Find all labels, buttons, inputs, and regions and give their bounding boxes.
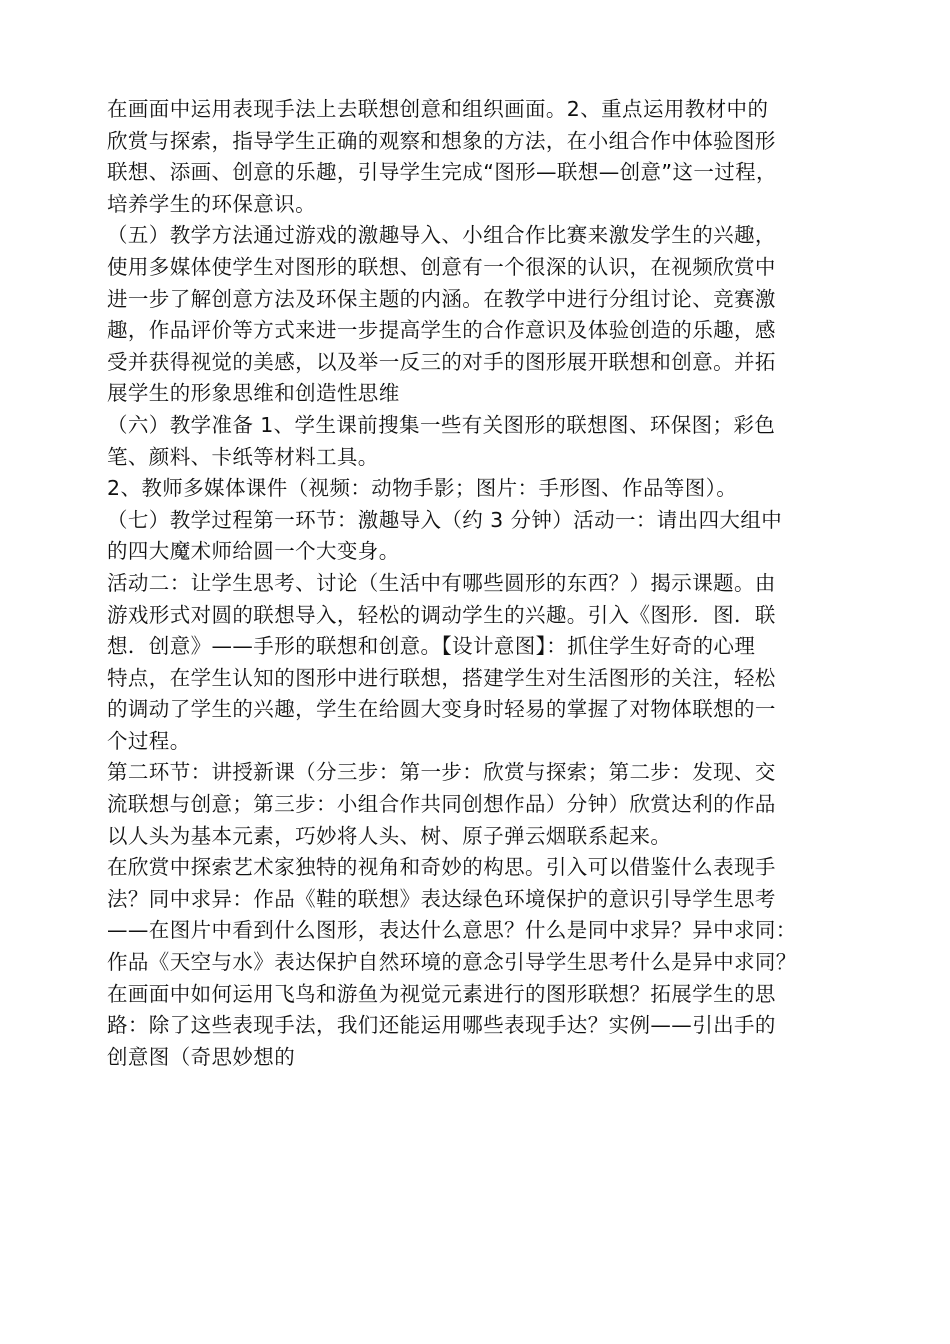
text-line: 活动二：让学生思考、讨论（生活中有哪些圆形的东西？）揭示课题。由 (107, 570, 776, 595)
text-line: 联想、添画、创意的乐趣，引导学生完成“图形—联想—创意”这一过程， (107, 160, 777, 185)
text-line: 游戏形式对圆的联想导入，轻松的调动学生的兴趣。引入《图形．图．联 (107, 602, 776, 627)
text-line: 法？同中求异：作品《鞋的联想》表达绿色环境保护的意识引导学生思考 (107, 886, 776, 911)
text-line: 进一步了解创意方法及环保主题的内涵。在教学中进行分组讨论、竞赛激 (107, 286, 776, 311)
text-line: 个过程。 (107, 728, 191, 753)
text-line: 在欣赏中探索艺术家独特的视角和奇妙的构思。引入可以借鉴什么表现手 (107, 855, 776, 880)
text-line: （六）教学准备 1、学生课前搜集一些有关图形的联想图、环保图；彩色 (107, 412, 776, 437)
text-line: 在画面中如何运用飞鸟和游鱼为视觉元素进行的图形联想？拓展学生的思 (107, 981, 776, 1006)
text-line: 在画面中运用表现手法上去联想创意和组织画面。2、重点运用教材中的 (107, 97, 769, 121)
text-line: 的调动了学生的兴趣，学生在给圆大变身时轻易的掌握了对物体联想的一 (107, 697, 776, 722)
text-line: 的四大魔术师给圆一个大变身。 (107, 539, 400, 564)
text-line: 路：除了这些表现手法，我们还能运用哪些表现手达？实例——引出手的 (107, 1013, 776, 1038)
text-line: 欣赏与探索，指导学生正确的观察和想象的方法，在小组合作中体验图形 (107, 128, 776, 153)
text-line: 2、教师多媒体课件（视频：动物手影；图片：手形图、作品等图）。 (107, 476, 738, 501)
text-line: 以人头为基本元素，巧妙将人头、树、原子弹云烟联系起来。 (107, 823, 672, 848)
text-line: （七）教学过程第一环节：激趣导入（约 3 分钟）活动一：请出四大组中 (107, 507, 783, 532)
text-line: 展学生的形象思维和创造性思维 (107, 381, 400, 406)
text-line: 特点，在学生认知的图形中进行联想，搭建学生对生活图形的关注，轻松 (107, 665, 776, 690)
text-line: 想．创意》——手形的联想和创意。【设计意图】：抓住学生好奇的心理 (107, 634, 756, 659)
text-line: 第二环节：讲授新课（分三步：第一步：欣赏与探索；第二步：发现、交 (107, 760, 776, 785)
document-body (107, 94, 867, 1073)
text-line: 笔、颜料、卡纸等材料工具。 (107, 444, 379, 469)
text-line: 受并获得视觉的美感，以及举一反三的对手的图形展开联想和创意。并拓 (107, 349, 776, 374)
text-line: 创意图（奇思妙想的 (107, 1044, 296, 1069)
text-line: （五）教学方法通过游戏的激趣导入、小组合作比赛来激发学生的兴趣， (107, 223, 776, 248)
text-line: 流联想与创意；第三步：小组合作共同创想作品）分钟）欣赏达利的作品 (107, 792, 776, 817)
text-line: ——在图片中看到什么图形，表达什么意思？什么是同中求异？异中求同： (107, 918, 797, 943)
text-line: 作品《天空与水》表达保护自然环境的意念引导学生思考什么是异中求同？ (107, 950, 797, 975)
text-line: 培养学生的环保意识。 (107, 191, 316, 216)
text-line: 趣，作品评价等方式来进一步提高学生的合作意识及体验创造的乐趣，感 (107, 318, 776, 343)
text-line: 使用多媒体使学生对图形的联想、创意有一个很深的认识，在视频欣赏中 (107, 254, 776, 279)
